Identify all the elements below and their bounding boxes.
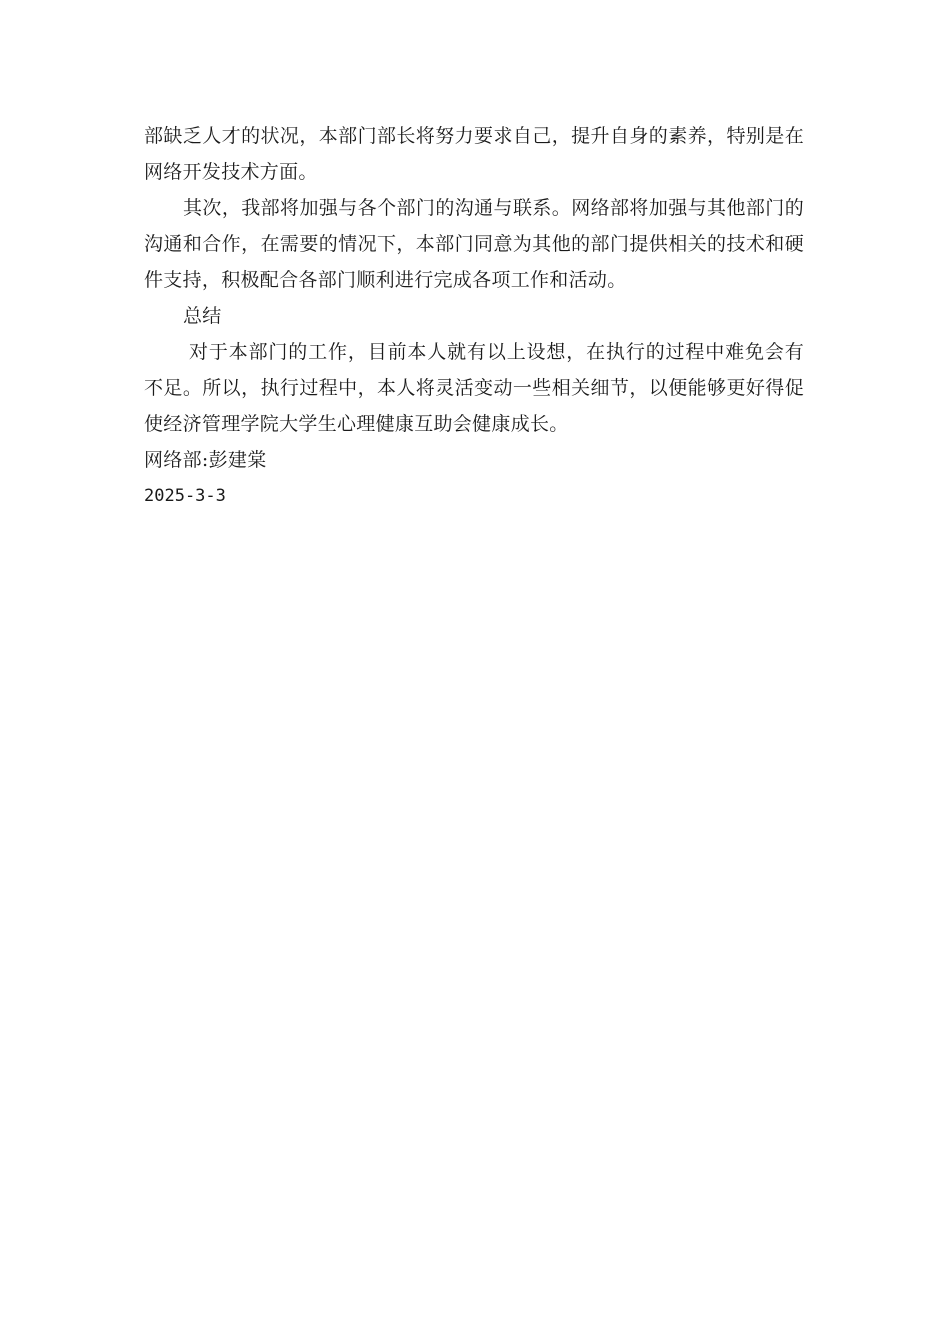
signature: 网络部:彭建棠 xyxy=(144,449,267,471)
document-date: 2025-3-3 xyxy=(144,486,226,506)
document-body xyxy=(144,118,804,514)
section-heading-summary: 总结 xyxy=(183,305,222,327)
paragraph-communication: 其次，我部将加强与各个部门的沟通与联系。网络部将加强与其他部门的沟通和合作，在需要的情况下，本部门同意为其他的部门提供相关的技术和硬件支持，积极配合各部门顺利进行完成各项工作和活动。 xyxy=(144,197,804,291)
paragraph-summary: 对于本部门的工作，目前本人就有以上设想，在执行的过程中难免会有不足。所以，执行过程中，本人将灵活变动一些相关细节，以便能够更好得促使经济管理学院大学生心理健康互助会健康成长。 xyxy=(144,341,804,435)
paragraph-continuation: 部缺乏人才的状况，本部门部长将努力要求自己，提升自身的素养，特别是在网络开发技术方面。 xyxy=(144,125,804,183)
